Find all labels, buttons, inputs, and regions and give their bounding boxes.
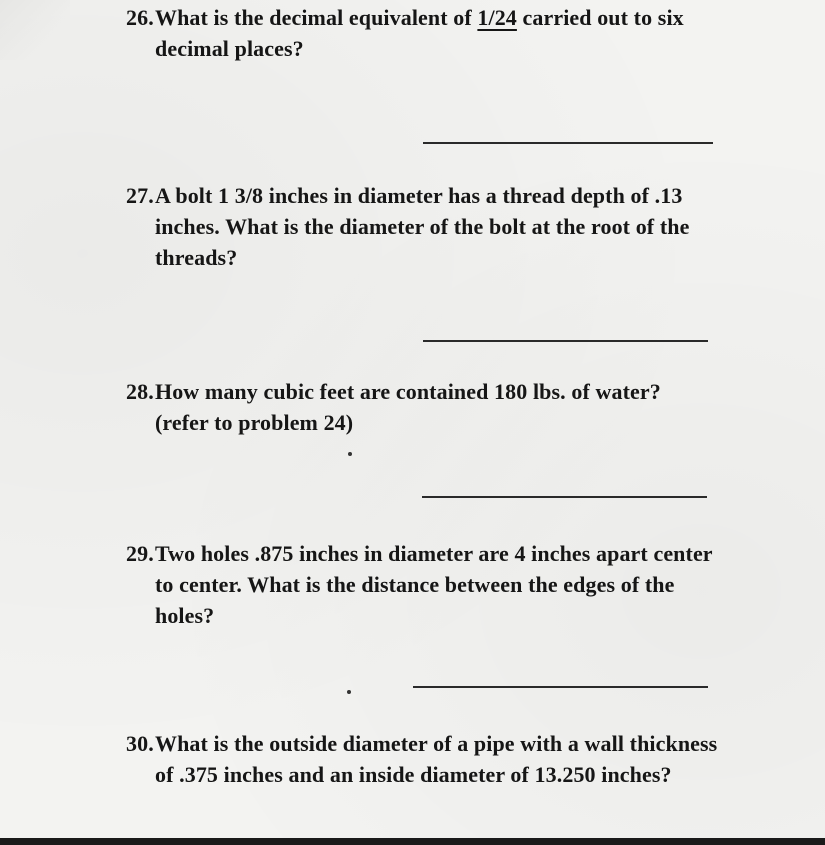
problem-text: What is the outside diameter of a pipe with a wall thickness <box>155 731 718 756</box>
problem-26-line-1 <box>126 2 806 33</box>
problem-28-line-1 <box>126 376 806 407</box>
problem-text: carried out to six <box>516 5 684 30</box>
bottom-border <box>0 838 825 845</box>
problem-29-line-3: holes? <box>155 603 215 628</box>
stray-dot <box>347 690 351 694</box>
problem-text: How many cubic feet are contained 180 lbs. of water? <box>155 379 661 404</box>
problem-number: 28. <box>126 379 154 404</box>
problem-text: What is the decimal equivalent of <box>155 5 478 30</box>
answer-line-27[interactable] <box>423 340 708 342</box>
problem-27 <box>126 180 806 273</box>
problem-number: 29. <box>126 541 154 566</box>
problem-29-line-1 <box>126 538 806 569</box>
problem-text: A bolt 1 3/8 inches in diameter has a thread depth of .13 <box>155 183 683 208</box>
problem-28 <box>126 376 806 438</box>
problem-30 <box>126 728 806 790</box>
problem-28-line-2: (refer to problem 24) <box>155 410 354 435</box>
problem-29-line-2: to center. What is the distance between the edges of the <box>155 572 675 597</box>
problem-30-line-1 <box>126 728 806 759</box>
problem-number: 30. <box>126 731 154 756</box>
problem-29 <box>126 538 806 631</box>
problem-27-line-3: threads? <box>155 245 238 270</box>
problem-text: Two holes .875 inches in diameter are 4 inches apart center <box>155 541 713 566</box>
problem-27-line-1 <box>126 180 806 211</box>
fraction-underlined: 1/24 <box>477 5 517 30</box>
problem-26 <box>126 2 806 64</box>
page-corner-shadow <box>0 0 70 60</box>
problem-30-line-2: of .375 inches and an inside diameter of 13.250 inches? <box>155 762 672 787</box>
problem-number: 27. <box>126 183 154 208</box>
answer-line-28[interactable] <box>422 496 707 498</box>
stray-dot <box>348 452 352 456</box>
answer-line-26[interactable] <box>423 142 713 144</box>
problem-26-line-2: decimal places? <box>155 36 304 61</box>
problem-27-line-2: inches. What is the diameter of the bolt at the root of the <box>155 214 690 239</box>
problem-number: 26. <box>126 5 154 30</box>
answer-line-29[interactable] <box>413 686 708 688</box>
